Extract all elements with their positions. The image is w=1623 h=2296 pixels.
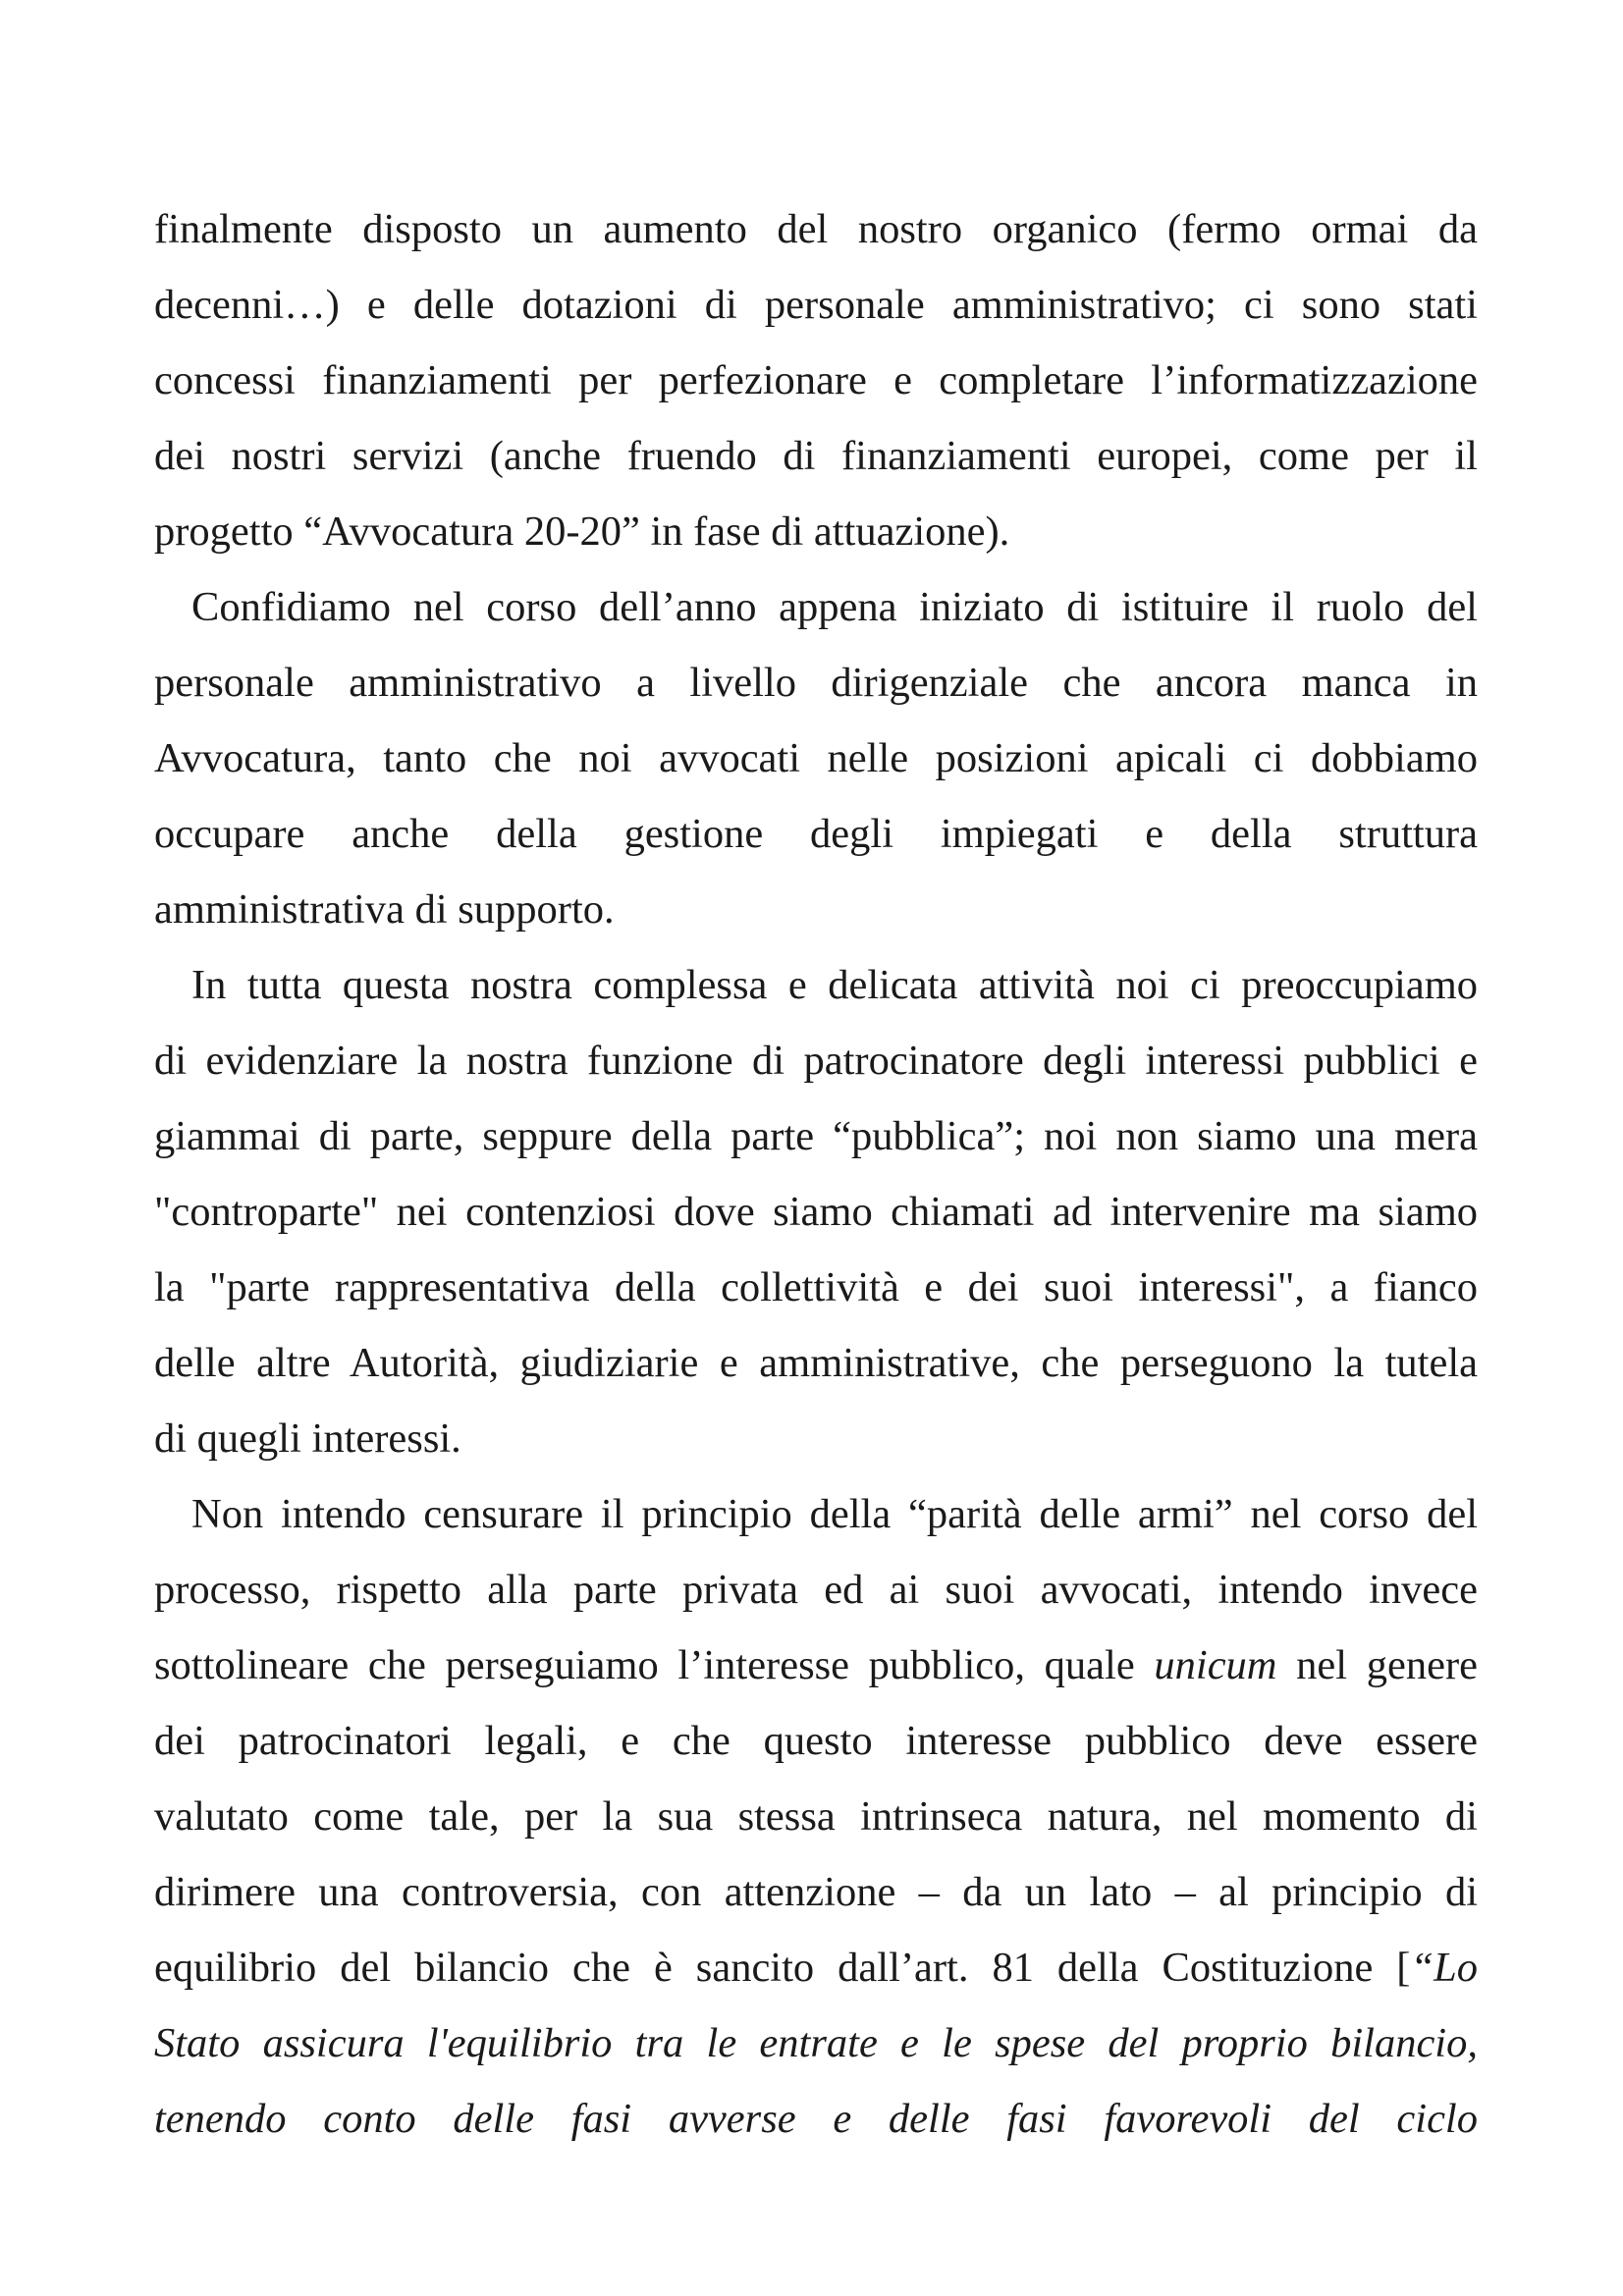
text-segment: equilibrio del bilancio che è sancito dall’art. 81 della Costituzione [ bbox=[154, 1945, 1411, 1991]
text-line: Non intendo censurare il principio della “parità delle armi” nel corso del bbox=[191, 1491, 1478, 1537]
text-line: la "parte rappresentativa della collettività e dei suoi interessi", a fianco bbox=[154, 1264, 1478, 1310]
text-segment: sottolineare che perseguiamo l’interesse pubblico, quale bbox=[154, 1642, 1155, 1688]
text-line bbox=[154, 1930, 1478, 2005]
italic-text: tenendo conto delle fasi avverse e delle fasi favorevoli del ciclo bbox=[154, 2096, 1478, 2142]
text-line: Confidiamo nel corso dell’anno appena iniziato di istituire il ruolo del bbox=[191, 584, 1478, 630]
text-line: di quegli interessi. bbox=[154, 1415, 461, 1462]
text-line: progetto “Avvocatura 20-20” in fase di attuazione). bbox=[154, 508, 1010, 555]
paragraph-4 bbox=[154, 1476, 1478, 2157]
text-line: amministrativa di supporto. bbox=[154, 886, 615, 933]
text-line: di evidenziare la nostra funzione di patrocinatore degli interessi pubblici e bbox=[154, 1038, 1478, 1084]
text-line: dirimere una controversia, con attenzione – da un lato – al principio di bbox=[154, 1869, 1478, 1915]
paragraph-2 bbox=[154, 569, 1478, 947]
text-line bbox=[154, 2005, 1478, 2081]
text-line: "controparte" nei contenziosi dove siamo chiamati ad intervenire ma siamo bbox=[154, 1189, 1478, 1235]
paragraph-3 bbox=[154, 947, 1478, 1476]
text-line: delle altre Autorità, giudiziarie e amministrative, che perseguono la tutela bbox=[154, 1340, 1478, 1386]
text-line: occupare anche della gestione degli impiegati e della struttura bbox=[154, 811, 1478, 857]
text-line: dei patrocinatori legali, e che questo interesse pubblico deve essere bbox=[154, 1718, 1478, 1764]
text-line: personale amministrativo a livello dirigenziale che ancora manca in bbox=[154, 660, 1478, 706]
text-line bbox=[154, 2081, 1478, 2157]
italic-text: “Lo bbox=[1410, 1945, 1478, 1991]
text-line: In tutta questa nostra complessa e delicata attività noi ci preoccupiamo bbox=[191, 962, 1478, 1008]
text-segment: nel genere bbox=[1276, 1642, 1478, 1688]
text-line: valutato come tale, per la sua stessa intrinseca natura, nel momento di bbox=[154, 1793, 1478, 1840]
text-line: giammai di parte, seppure della parte “pubblica”; noi non siamo una mera bbox=[154, 1113, 1478, 1159]
document-page bbox=[154, 191, 1478, 2157]
italic-text: Stato assicura l'equilibrio tra le entrate e le spese del proprio bilancio, bbox=[154, 2020, 1478, 2066]
text-line: decenni…) e delle dotazioni di personale amministrativo; ci sono stati bbox=[154, 282, 1478, 328]
text-line: concessi finanziamenti per perfezionare e completare l’informatizzazione bbox=[154, 357, 1478, 403]
text-line: processo, rispetto alla parte privata ed ai suoi avvocati, intendo invece bbox=[154, 1567, 1478, 1613]
italic-text: unicum bbox=[1154, 1642, 1277, 1688]
text-line: Avvocatura, tanto che noi avvocati nelle posizioni apicali ci dobbiamo bbox=[154, 735, 1478, 781]
text-line: dei nostri servizi (anche fruendo di finanziamenti europei, come per il bbox=[154, 433, 1478, 479]
paragraph-1 bbox=[154, 191, 1478, 569]
text-line bbox=[154, 1628, 1478, 1703]
text-line: finalmente disposto un aumento del nostro organico (fermo ormai da bbox=[154, 206, 1478, 252]
